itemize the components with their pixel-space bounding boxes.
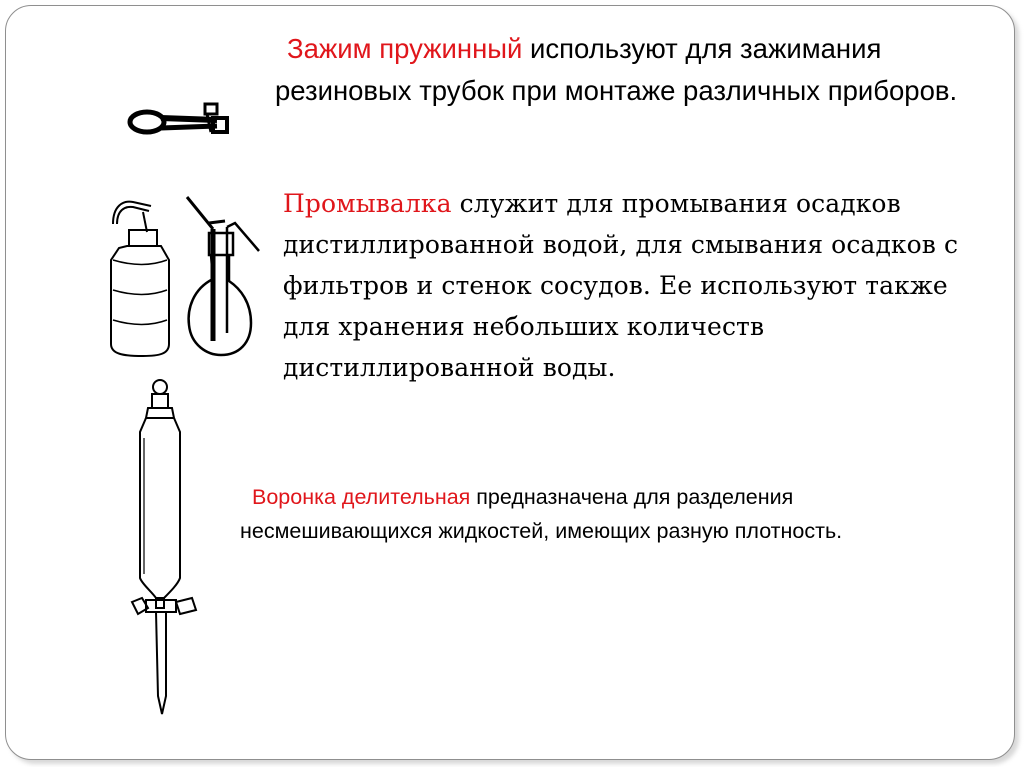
funnel-title: Воронка делительная xyxy=(252,485,471,509)
funnel-description xyxy=(240,480,980,548)
clamp-description xyxy=(275,28,975,112)
wash-bottle-glass-icon xyxy=(183,193,268,363)
wash-bottle-text: служит для промывания осадков дистиллированной водой, для смывания осадков с фильтров и стенок сосудов. Ее используют также для хранения небольших количеств дистиллированной воды. xyxy=(283,189,959,382)
separatory-funnel-icon xyxy=(130,378,210,723)
funnel-text: предназначена для разделения несмешивающихся жидкостей, имеющих разную плотность. xyxy=(240,485,843,543)
clamp-text: используют для зажимания резиновых трубок при монтаже различных приборов. xyxy=(275,33,958,106)
wash-bottle-title: Промывалка xyxy=(283,189,452,218)
wash-bottle-description xyxy=(283,183,993,388)
spring-clamp-icon xyxy=(125,98,235,143)
clamp-title: Зажим пружинный xyxy=(287,33,523,64)
wash-bottle-plastic-icon xyxy=(103,194,173,360)
